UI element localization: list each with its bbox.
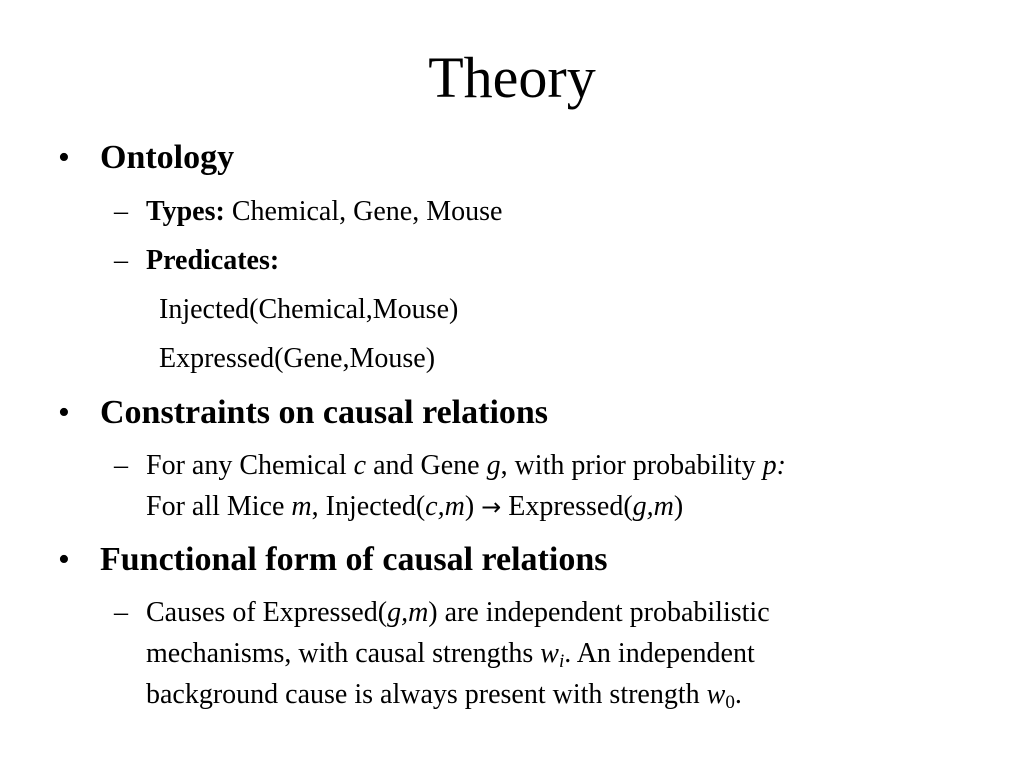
types-value: Chemical, Gene, Mouse [224,196,503,227]
text-span: , with prior probability [500,450,763,481]
text-span: mechanisms, with causal strengths [146,638,541,669]
predicate-injected: Injected(Chemical,Mouse) [159,294,459,325]
subscript-0: 0 [725,691,735,713]
variable-w: w [540,638,559,669]
constraints-line-2 [146,487,683,527]
text-span: Expressed( [501,491,633,522]
variable-m: m [291,491,312,522]
bullet-icon: • [58,541,70,578]
bullet-icon: • [58,139,70,176]
variable-g: g [486,450,501,481]
subscript-i: i [558,650,565,672]
text-span: , Injected( [311,491,426,522]
text-span: Causes of Expressed( [146,597,388,628]
text-span: background cause is always present with strength [146,679,707,710]
types-label: Types: [146,196,225,227]
variable-g-m: g,m [632,491,674,522]
variable-w: w [706,679,726,710]
functional-line-3 [146,675,742,715]
bullet-icon: • [58,394,70,431]
functional-line-1 [146,593,770,633]
right-arrow-icon: → [481,493,502,521]
text-span: ) [464,491,482,522]
functional-line-2 [146,634,755,674]
dash-icon: – [114,245,128,276]
dash-icon: – [114,597,128,628]
functional-heading: Functional form of causal relations [100,541,608,578]
slide-title: Theory [428,45,596,110]
text-span: . [734,679,742,710]
types-line [146,192,502,232]
dash-icon: – [114,450,128,481]
constraints-line-1 [146,446,786,486]
variable-c-m: c,m [425,491,465,522]
text-span: For any Chemical [146,450,354,481]
constraints-heading: Constraints on causal relations [100,394,549,431]
text-span: For all Mice [146,491,292,522]
dash-icon: – [114,196,128,227]
predicate-expressed: Expressed(Gene,Mouse) [159,343,436,374]
variable-p: p: [762,450,786,481]
text-span: ) [673,491,684,522]
variable-g-m: g,m [387,597,429,628]
text-span: ) are independent probabilistic [428,597,770,628]
variable-c: c [353,450,367,481]
text-span: and Gene [366,450,487,481]
predicates-label: Predicates: [146,245,280,276]
text-span: . An independent [564,638,755,669]
ontology-heading: Ontology [100,139,235,176]
